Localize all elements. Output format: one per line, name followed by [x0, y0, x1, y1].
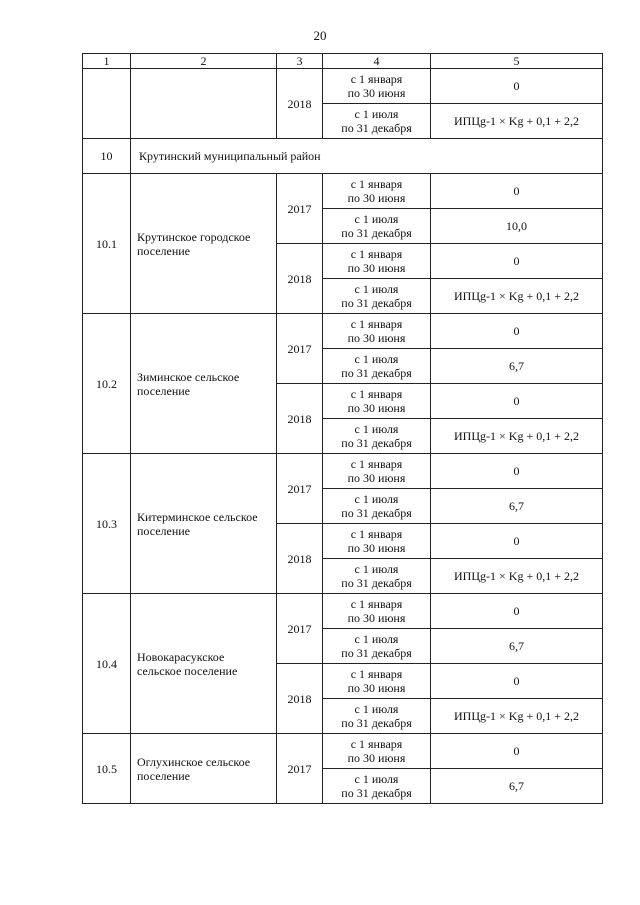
settlement-name: Зиминское сельское поселение — [131, 314, 277, 454]
value-cell: ИПЦg-1 × Kg + 0,1 + 2,2 — [431, 419, 603, 454]
period-cell: с 1 июля по 31 декабря — [323, 104, 431, 139]
settlement-name: Китерминское сельское поселение — [131, 454, 277, 594]
period-cell: с 1 июля по 31 декабря — [323, 279, 431, 314]
period-cell: с 1 июля по 31 декабря — [323, 489, 431, 524]
row-number: 10.3 — [83, 454, 131, 594]
col-header-4: 4 — [323, 54, 431, 69]
year-cell: 2017 — [277, 314, 323, 384]
year-cell: 2018 — [277, 384, 323, 454]
row-number: 10.2 — [83, 314, 131, 454]
year-cell: 2018 — [277, 524, 323, 594]
period-cell: с 1 января по 30 июня — [323, 314, 431, 349]
value-cell: 0 — [431, 314, 603, 349]
value-cell: 0 — [431, 69, 603, 104]
year-cell: 2017 — [277, 734, 323, 804]
period-cell: с 1 января по 30 июня — [323, 174, 431, 209]
page-number: 20 — [313, 28, 327, 43]
value-cell: 6,7 — [431, 489, 603, 524]
value-cell: 0 — [431, 454, 603, 489]
period-cell: с 1 января по 30 июня — [323, 524, 431, 559]
value-cell: ИПЦg-1 × Kg + 0,1 + 2,2 — [431, 559, 603, 594]
cont-name-cell — [131, 69, 277, 139]
section-row — [83, 139, 603, 174]
row-number: 10.5 — [83, 734, 131, 804]
table-row — [83, 69, 603, 104]
table-row — [83, 734, 603, 769]
settlement-name: Оглухинское сельское поселение — [131, 734, 277, 804]
value-cell: ИПЦg-1 × Kg + 0,1 + 2,2 — [431, 104, 603, 139]
value-cell: 0 — [431, 244, 603, 279]
value-cell: 0 — [431, 734, 603, 769]
year-cell: 2018 — [277, 664, 323, 734]
tariff-table — [82, 53, 603, 804]
col-header-2: 2 — [131, 54, 277, 69]
section-name: Крутинский муниципальный район — [131, 139, 603, 174]
period-cell: с 1 января по 30 июня — [323, 664, 431, 699]
settlement-name: Крутинское городское поселение — [131, 174, 277, 314]
period-cell: с 1 июля по 31 декабря — [323, 349, 431, 384]
value-cell: ИПЦg-1 × Kg + 0,1 + 2,2 — [431, 699, 603, 734]
period-cell: с 1 июля по 31 декабря — [323, 699, 431, 734]
col-header-5: 5 — [431, 54, 603, 69]
period-cell: с 1 января по 30 июня — [323, 594, 431, 629]
period-cell: с 1 июля по 31 декабря — [323, 769, 431, 804]
value-cell: 0 — [431, 174, 603, 209]
value-cell: 6,7 — [431, 769, 603, 804]
value-cell: 6,7 — [431, 349, 603, 384]
table-row — [83, 454, 603, 489]
value-cell: 10,0 — [431, 209, 603, 244]
period-cell: с 1 июля по 31 декабря — [323, 209, 431, 244]
year-cell: 2018 — [277, 69, 323, 139]
period-cell: с 1 июля по 31 декабря — [323, 559, 431, 594]
year-cell: 2017 — [277, 454, 323, 524]
year-cell: 2017 — [277, 594, 323, 664]
section-number: 10 — [83, 139, 131, 174]
value-cell: 0 — [431, 664, 603, 699]
period-cell: с 1 января по 30 июня — [323, 244, 431, 279]
period-cell: с 1 января по 30 июня — [323, 384, 431, 419]
period-cell: с 1 января по 30 июня — [323, 734, 431, 769]
col-header-3: 3 — [277, 54, 323, 69]
value-cell: 6,7 — [431, 629, 603, 664]
period-cell: с 1 января по 30 июня — [323, 69, 431, 104]
table-row — [83, 594, 603, 629]
col-header-1: 1 — [83, 54, 131, 69]
period-cell: с 1 июля по 31 декабря — [323, 419, 431, 454]
period-cell: с 1 января по 30 июня — [323, 454, 431, 489]
value-cell: 0 — [431, 384, 603, 419]
value-cell: 0 — [431, 594, 603, 629]
settlement-name: Новокарасукское сельское поселение — [131, 594, 277, 734]
value-cell: ИПЦg-1 × Kg + 0,1 + 2,2 — [431, 279, 603, 314]
period-cell: с 1 июля по 31 декабря — [323, 629, 431, 664]
header-row — [83, 54, 603, 69]
year-cell: 2017 — [277, 174, 323, 244]
row-number: 10.1 — [83, 174, 131, 314]
cont-num-cell — [83, 69, 131, 139]
table-row — [83, 314, 603, 349]
row-number: 10.4 — [83, 594, 131, 734]
value-cell: 0 — [431, 524, 603, 559]
year-cell: 2018 — [277, 244, 323, 314]
table-row — [83, 174, 603, 209]
